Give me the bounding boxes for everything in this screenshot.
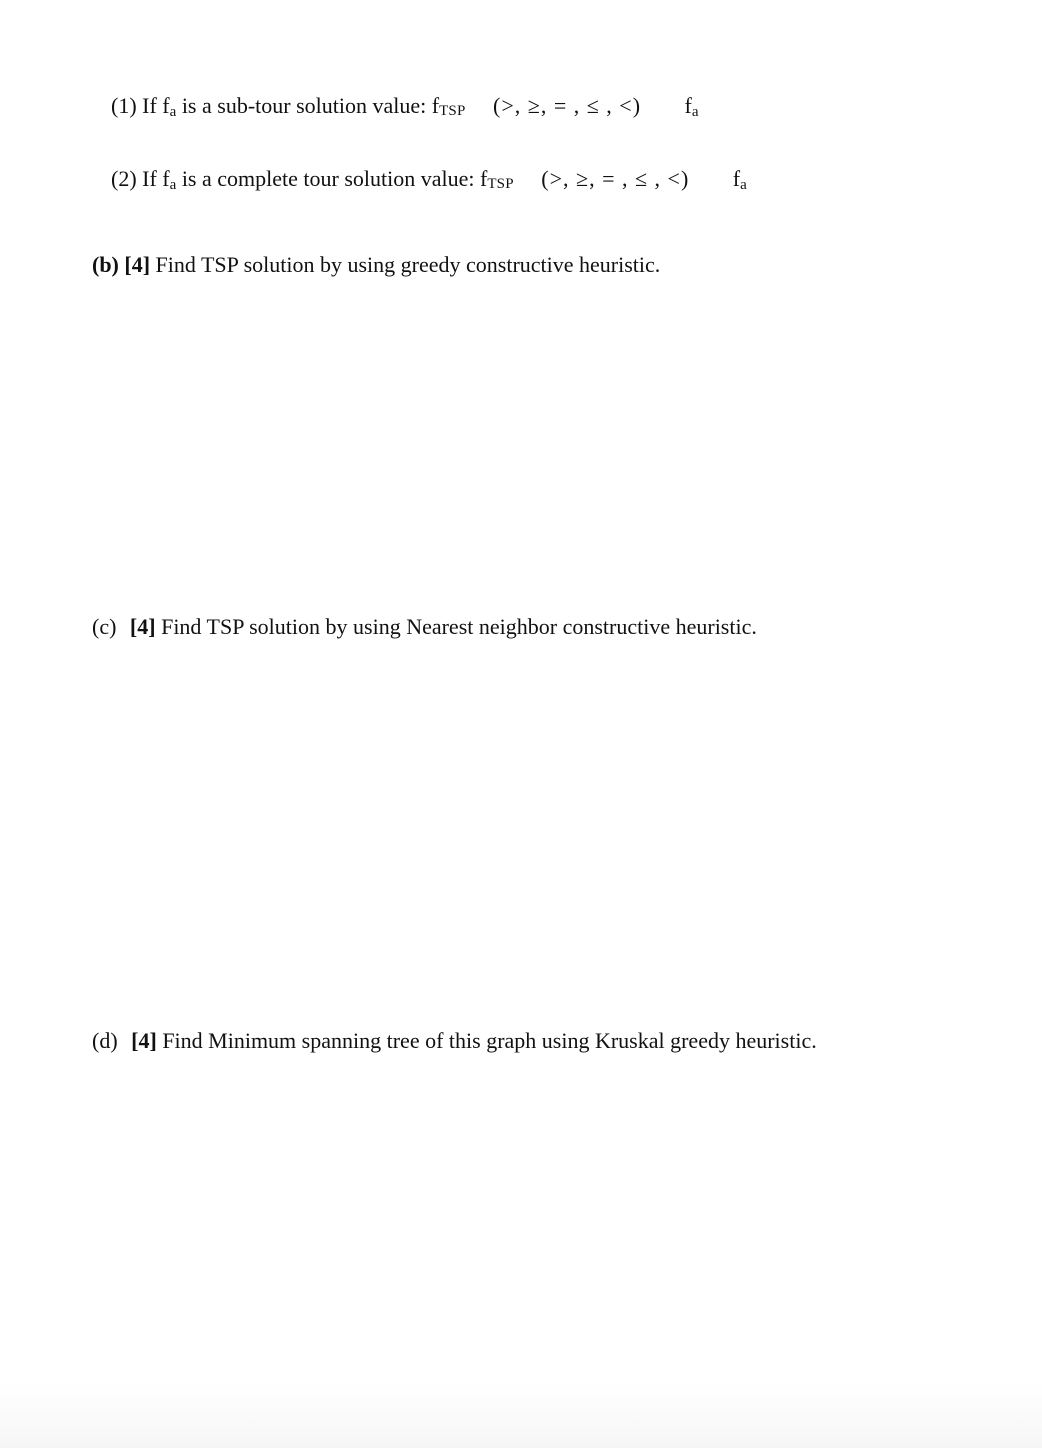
part-points: [4]	[131, 1028, 157, 1053]
part-text: Find TSP solution by using Nearest neighbor constructive heuristic.	[161, 614, 757, 639]
part-label: (c)	[92, 614, 117, 639]
fa-subscript: a	[691, 104, 699, 120]
fa-symbol	[685, 93, 699, 125]
part-points: [4]	[129, 614, 156, 639]
part-b-question	[92, 252, 660, 278]
fa-symbol	[733, 166, 747, 198]
part-text: Find Minimum spanning tree of this graph using Kruskal greedy heuristic.	[162, 1028, 817, 1053]
item-text: is a sub-tour solution value: f	[176, 93, 440, 118]
item-number: (1)	[111, 93, 137, 118]
part-c-question	[92, 614, 757, 640]
item-if-text: If f	[142, 166, 170, 191]
fa-f: f	[732, 166, 741, 191]
part-d-question	[92, 1028, 817, 1054]
part-label: (d)	[92, 1028, 118, 1053]
part-label: (b)	[92, 252, 119, 277]
item-number: (2)	[111, 166, 137, 191]
item-if-text: If f	[142, 93, 170, 118]
fa-subscript: a	[740, 177, 747, 193]
item-1-subtour	[111, 93, 699, 125]
item-text: is a complete tour solution value: f	[176, 166, 488, 191]
relation-options: (>, ≥, = , ≤ , <)	[541, 166, 690, 191]
relation-options: (>, ≥, = , ≤ , <)	[493, 93, 642, 118]
subscript-a: a	[169, 177, 177, 193]
item-2-complete-tour	[111, 166, 747, 198]
subscript-a: a	[169, 104, 177, 120]
fa-f: f	[684, 93, 692, 118]
subscript-tsp: TSP	[439, 103, 466, 119]
part-text: Find TSP solution by using greedy constructive heuristic.	[155, 252, 661, 277]
subscript-tsp: TSP	[487, 176, 514, 192]
part-points: [4]	[124, 252, 151, 277]
